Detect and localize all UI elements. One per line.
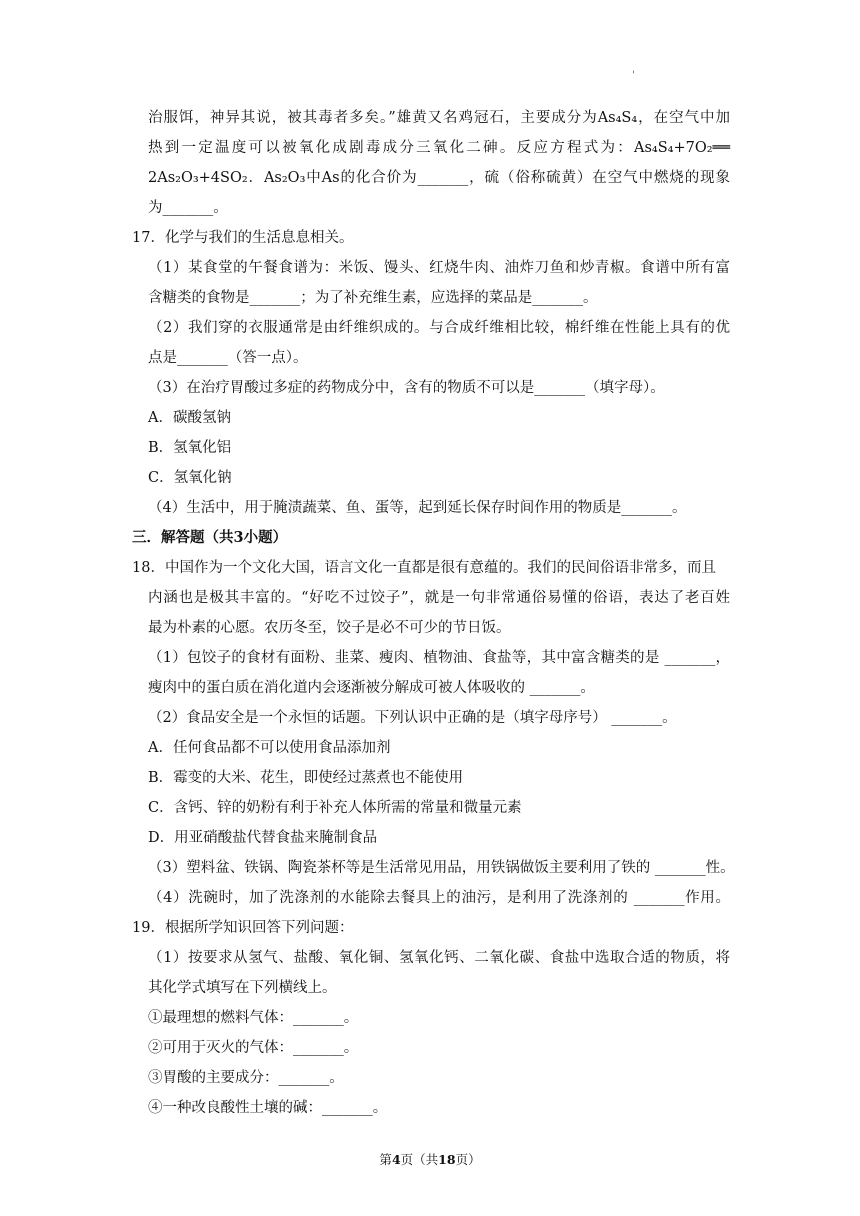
text-line: 治服饵，神异其说，被其毒者多矣。”雄黄又名鸡冠石，主要成分为As₄S₄，在空气中加: [148, 110, 730, 126]
footer-prefix: 第: [379, 1152, 392, 1167]
text-line: 17．化学与我们的生活息息相关。: [132, 230, 354, 246]
text-line: （1）按要求从氢气、盐酸、氧化铜、氢氧化钙、二氧化碳、食盐中选取合适的物质，将: [148, 950, 730, 966]
text-line: ②可用于灭火的气体：_______。: [148, 1040, 359, 1056]
text-line: C．氢氧化钠: [148, 470, 232, 486]
text-line: 点是_______（答一点）。: [148, 350, 308, 366]
text-line: （1）某食堂的午餐食谱为：米饭、馒头、红烧牛肉、油炸刀鱼和炒青椒。食谱中所有富: [148, 260, 730, 276]
text-line: 热到一定温度可以被氧化成剧毒成分三氧化二砷。反应方程式为：As₄S₄+7O₂══: [148, 140, 730, 156]
text-line: A．碳酸氢钠: [148, 410, 231, 426]
text-line: （4）生活中，用于腌渍蔬菜、鱼、蛋等，起到延长保存时间作用的物质是_______。: [148, 500, 687, 516]
text-line: （4）洗碗时，加了洗涤剂的水能除去餐具上的油污，是利用了洗涤剂的 _______作用。: [148, 890, 730, 906]
text-line: （3）塑料盆、铁锅、陶瓷茶杯等是生活常见用品，用铁锅做饭主要利用了铁的 _______性。: [148, 860, 735, 876]
footer-page-number: 4: [391, 1152, 401, 1167]
text-line: 含糖类的食物是_______；为了补充维生素，应选择的菜品是_______。: [148, 290, 598, 306]
page-footer: [0, 1151, 860, 1169]
text-line: ④一种改良酸性土壤的碱：_______。: [148, 1100, 388, 1116]
text-line: （2）我们穿的衣服通常是由纤维织成的。与合成纤维相比较，棉纤维在性能上具有的优: [148, 320, 730, 336]
footer-middle: 页（共: [400, 1152, 439, 1167]
text-line: ③胃酸的主要成分：_______。: [148, 1070, 344, 1086]
text-line: A．任何食品都不可以使用食品添加剂: [148, 740, 391, 756]
text-line: 其化学式填写在下列横线上。: [148, 980, 337, 996]
footer-total-pages: 18: [438, 1152, 456, 1167]
text-line: （1）包饺子的食材有面粉、韭菜、瘦肉、植物油、食盐等，其中富含糖类的是 _______，: [148, 650, 730, 666]
text-line: 为_______。: [148, 200, 228, 216]
text-line: 18．中国作为一个文化大国，语言文化一直都是很有意蕴的。我们的民间俗语非常多，而且: [132, 560, 716, 576]
text-line: 瘦肉中的蛋白质在消化道内会逐渐被分解成可被人体吸收的 _______。: [148, 680, 595, 696]
text-line: （3）在治疗胃酸过多症的药物成分中，含有的物质不可以是_______（填字母）。: [148, 380, 665, 396]
text-line: （2）食品安全是一个永恒的话题。下列认识中正确的是（填字母序号） _______。: [148, 710, 677, 726]
text-line: B．霉变的大米、花生，即使经过蒸煮也不能使用: [148, 770, 464, 786]
text-line: 三．解答题（共3小题）: [132, 529, 288, 546]
text-line: 最为朴素的心愿。农历冬至，饺子是必不可少的节日饭。: [148, 620, 511, 636]
text-line: 19．根据所学知识回答下列问题：: [132, 920, 354, 936]
footer-suffix: 页）: [455, 1152, 481, 1167]
text-line: B．氢氧化铝: [148, 440, 232, 456]
text-line: ①最理想的燃料气体：_______。: [148, 1010, 359, 1026]
text-line: D．用亚硝酸盐代替食盐来腌制食品: [148, 830, 378, 846]
top-mark: ': [632, 70, 635, 81]
text-line: C．含钙、锌的奶粉有利于补充人体所需的常量和微量元素: [148, 800, 522, 816]
text-line: 内涵也是极其丰富的。“好吃不过饺子”，就是一句非常通俗易懂的俗语，表达了老百姓: [148, 590, 730, 606]
text-line: 2As₂O₃+4SO₂．As₂O₃中As的化合价为_______，硫（俗称硫黄）在空气中燃烧的现象: [148, 170, 730, 186]
